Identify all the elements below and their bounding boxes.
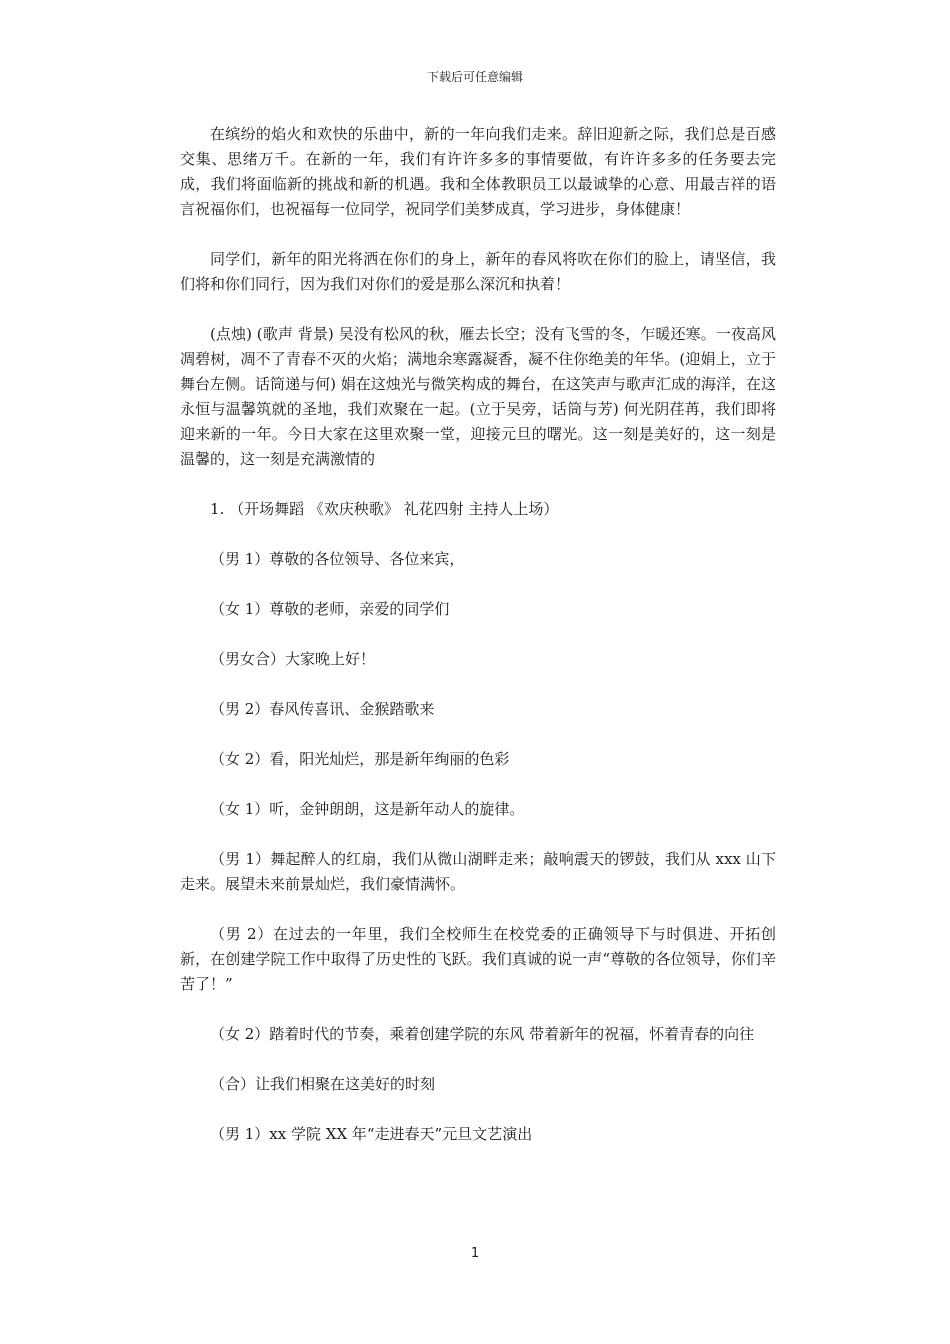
paragraph-candle: (点烛) (歌声 背景) 吴没有松风的秋，雁去长空；没有飞雪的冬，乍暖还寒。一夜高风凋碧树，凋不了青春不灭的火焰；满地余寒露凝香，凝不住你绝美的年华。(迎娟上，立于舞台左侧。话筒递与何) 娟在这烛光与微笑构成的舞台，在这笑声与歌声汇成的海洋，在这永恒与温馨筑就的圣地，我们欢聚在一起。(立于吴旁，话筒与芳) 何光阴荏苒，我们即将迎来新的一年。今日大家在这里欢聚一堂，迎接元旦的曙光。这一刻是美好的，这一刻是温馨的，这一刻是充满激情的 — [180, 325, 776, 468]
page-number: 1 — [470, 1246, 480, 1261]
script-line: （女 2）看，阳光灿烂，那是新年绚丽的色彩 — [210, 750, 510, 768]
script-line: （男 2）春风传喜讯、金猴踏歌来 — [210, 700, 435, 718]
paragraph-intro: 在缤纷的焰火和欢快的乐曲中，新的一年向我们走来。辞旧迎新之际，我们总是百感交集、思绪万千。在新的一年，我们有许许多多的事情要做，有许许多多的任务要去完成，我们将面临新的挑战和新的机遇。我和全体教职员工以最诚挚的心意、用最吉祥的语言祝福你们，也祝福每一位同学，祝同学们美梦成真，学习进步，身体健康！ — [180, 125, 776, 218]
script-line: （合）让我们相聚在这美好的时刻 — [210, 1075, 436, 1093]
script-line: （女 1）尊敬的老师，亲爱的同学们 — [210, 600, 450, 618]
document-body — [180, 122, 776, 1172]
script-line: （男 1）xx 学院 XX 年“走进春天”元旦文艺演出 — [210, 1125, 533, 1143]
script-line: （男 1）舞起醉人的红扇，我们从微山湖畔走来；敲响震天的锣鼓，我们从 xxx 山下走来。展望未来前景灿烂，我们豪情满怀。 — [180, 850, 776, 893]
script-line: （女 1）听，金钟朗朗，这是新年动人的旋律。 — [210, 800, 525, 818]
paragraph-classmates: 同学们，新年的阳光将洒在你们的身上，新年的春风将吹在你们的脸上，请坚信，我们将和你们同行，因为我们对你们的爱是那么深沉和执着！ — [180, 250, 776, 293]
script-line: （女 2）踏着时代的节奏，乘着创建学院的东风 带着新年的祝福，怀着青春的向往 — [210, 1025, 755, 1043]
script-line: （男 1）尊敬的各位领导、各位来宾， — [210, 550, 465, 568]
paragraph-opening-dance: 1. （开场舞蹈 《欢庆秧歌》 礼花四射 主持人上场） — [210, 500, 559, 518]
page-header: 下载后可任意编辑 — [426, 70, 523, 84]
script-line: （男 2）在过去的一年里，我们全校师生在校党委的正确领导下与时俱进、开拓创新，在创建学院工作中取得了历史性的飞跃。我们真诚的说一声“尊敬的各位领导，你们辛苦了！” — [180, 925, 776, 993]
script-line: （男女合）大家晚上好！ — [210, 650, 376, 668]
